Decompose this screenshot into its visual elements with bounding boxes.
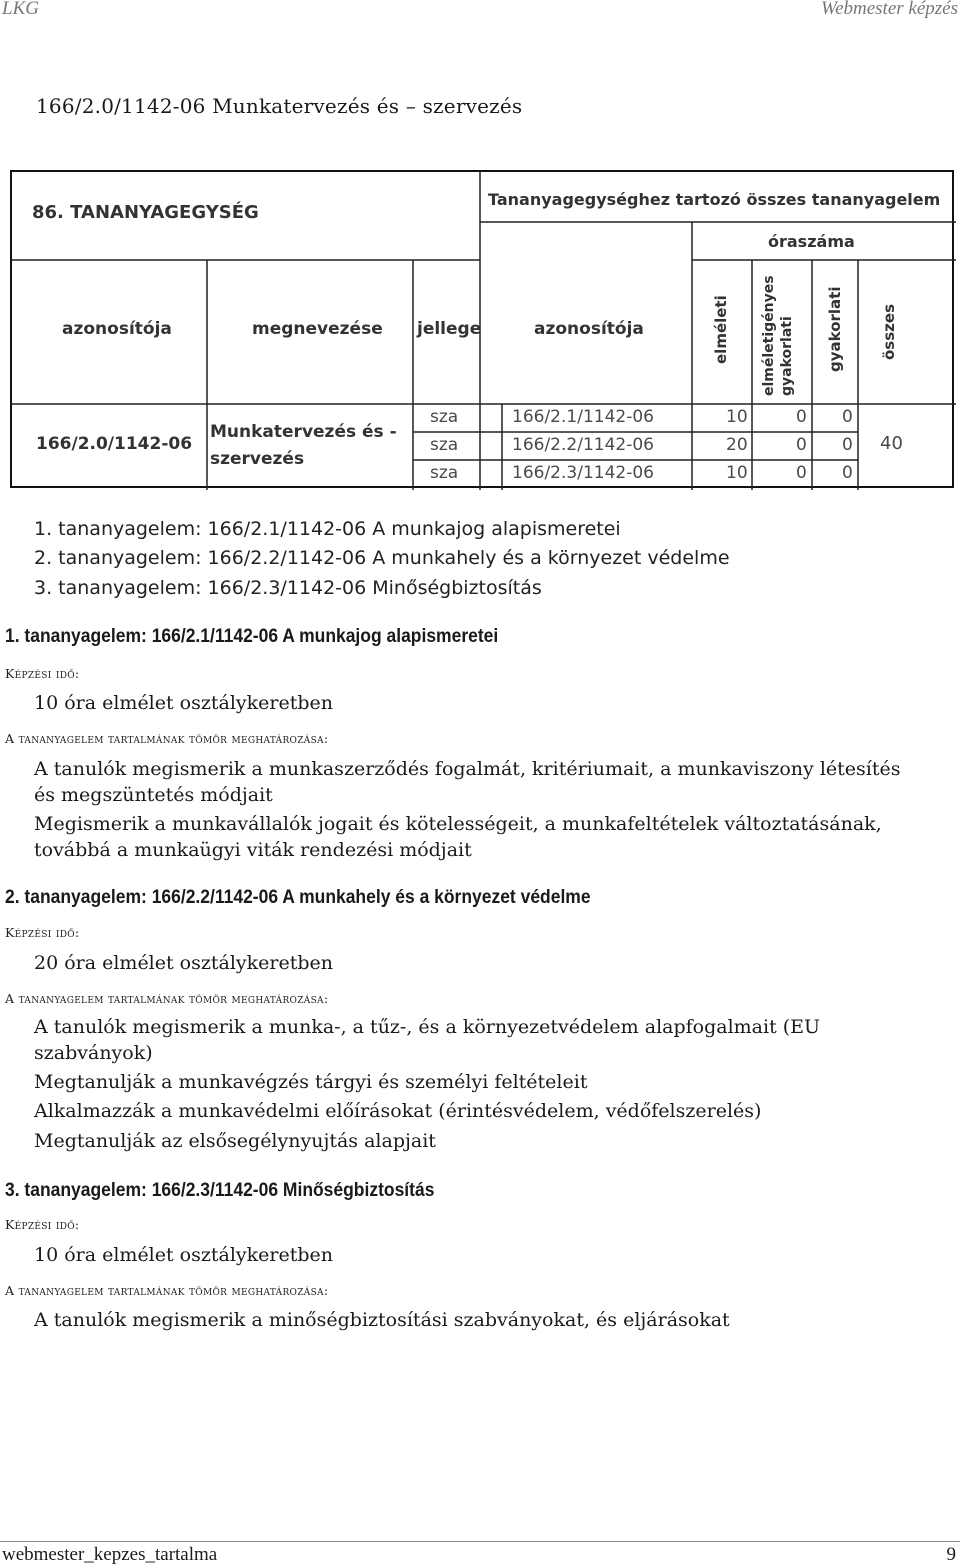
row3-practice: 0	[842, 463, 853, 483]
content-paragraph: Alkalmazzák a munkavédelmi előírásokat (érintésvédelem, védőfelszerelés)	[34, 1100, 762, 1122]
content-paragraph: A tanulók megismerik a minőségbiztosítási szabványokat, és eljárásokat	[34, 1309, 730, 1331]
document-title: 166/2.0/1142-06 Munkatervezés és – szervezés	[36, 94, 523, 118]
row3-theory: 10	[726, 463, 748, 483]
footer-filename: webmester_kepzes_tartalma	[2, 1544, 218, 1565]
hours-header: óraszáma	[768, 232, 855, 251]
row1-id: 166/2.1/1142-06	[512, 407, 654, 427]
row3-tp: 0	[796, 463, 807, 483]
row1-theory: 10	[726, 407, 748, 427]
page-number: 9	[946, 1544, 956, 1565]
content-label: A tananyagelem tartalmának tömör meghatározása:	[5, 991, 329, 1006]
row2-id: 166/2.2/1142-06	[512, 435, 654, 455]
row2-tp: 0	[796, 435, 807, 455]
col-theory-practice-header: elméletigényes gyakorlati	[761, 275, 795, 396]
col-theory-header: elméleti	[712, 295, 730, 364]
unit-name-line1: Munkatervezés és -	[210, 422, 397, 442]
unit-name-line2: szervezés	[210, 449, 305, 469]
unit-id: 166/2.0/1142-06	[36, 434, 193, 454]
curriculum-table	[10, 170, 954, 488]
time-text: 10 óra elmélet osztálykeretben	[34, 692, 334, 714]
toc-item: 1. tananyagelem: 166/2.1/1142-06 A munkajog alapismeretei	[34, 518, 621, 540]
section-heading: 1. tananyagelem: 166/2.1/1142-06 A munkajog alapismeretei	[5, 626, 499, 647]
content-paragraph: A tanulók megismerik a munkaszerződés fogalmát, kritériumait, a munkaviszony létesítés és megszüntetés módjait	[34, 758, 901, 806]
time-label: Képzési idő:	[5, 1217, 80, 1232]
row1-tp: 0	[796, 407, 807, 427]
toc-item: 2. tananyagelem: 166/2.2/1142-06 A munkahely és a környezet védelme	[34, 547, 730, 569]
row3-id: 166/2.3/1142-06	[512, 463, 654, 483]
col-id-header: azonosítója	[62, 319, 172, 339]
row1-type: sza	[430, 407, 459, 427]
content-label: A tananyagelem tartalmának tömör meghatározása:	[5, 1283, 329, 1298]
content-label: A tananyagelem tartalmának tömör meghatározása:	[5, 731, 329, 746]
section-heading: 2. tananyagelem: 166/2.2/1142-06 A munkahely és a környezet védelme	[5, 887, 591, 908]
toc-item: 3. tananyagelem: 166/2.3/1142-06 Minőségbiztosítás	[34, 577, 542, 599]
row2-practice: 0	[842, 435, 853, 455]
content-paragraph: A tanulók megismerik a munka-, a tűz-, és a környezetvédelem alapfogalmait (EU szabványok)	[34, 1016, 821, 1064]
col-name-header: megnevezése	[252, 319, 383, 339]
footer-divider	[0, 1541, 960, 1542]
col-practice-header: gyakorlati	[826, 286, 844, 372]
row2-theory: 20	[726, 435, 748, 455]
content-paragraph: Megtanulják a munkavégzés tárgyi és személyi feltételeit	[34, 1071, 588, 1093]
time-text: 10 óra elmélet osztálykeretben	[34, 1244, 334, 1266]
row3-type: sza	[430, 463, 459, 483]
content-paragraph: Megismerik a munkavállalók jogait és kötelességeit, a munkafeltételek változtatásának, továbbá a munkaügyi viták rendezési módjait	[34, 813, 882, 861]
total-hours: 40	[880, 433, 903, 454]
unit-title: 86. TANANYAGEGYSÉG	[32, 202, 259, 223]
row1-practice: 0	[842, 407, 853, 427]
content-paragraph: Megtanulják az elsősegélynyujtás alapjait	[34, 1130, 436, 1152]
col-total-header: összes	[880, 304, 898, 360]
row2-type: sza	[430, 435, 459, 455]
header-right-text: Webmester képzés	[820, 0, 958, 19]
elements-header: Tananyagegységhez tartozó összes tananyagelem	[488, 190, 941, 209]
section-heading: 3. tananyagelem: 166/2.3/1142-06 Minőségbiztosítás	[5, 1180, 435, 1201]
col-elem-id-header: azonosítója	[534, 319, 644, 339]
time-text: 20 óra elmélet osztálykeretben	[34, 952, 334, 974]
col-type-header: jellege	[417, 319, 482, 339]
time-label: Képzési idő:	[5, 925, 80, 940]
time-label: Képzési idő:	[5, 666, 80, 681]
header-left-text: LKG	[2, 0, 39, 19]
